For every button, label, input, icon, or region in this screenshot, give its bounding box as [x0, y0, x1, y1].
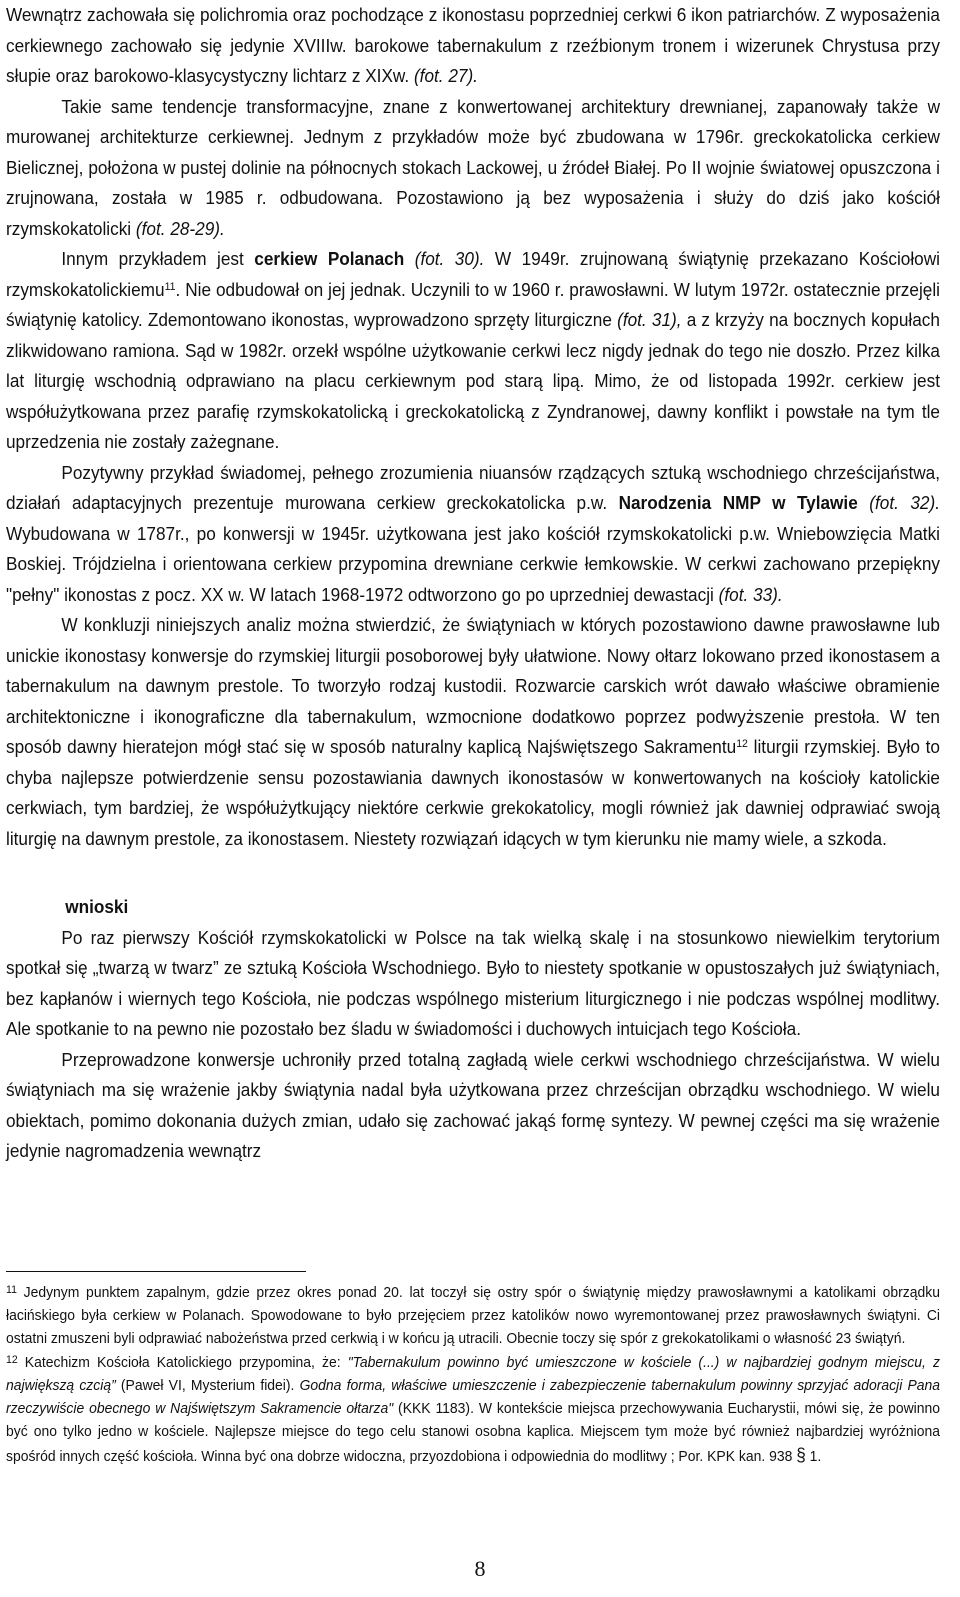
- paragraph: Takie same tendencje transformacyjne, znane z konwertowanej architektury drewnianej, zapanowały także w murowanej architekturze cerkiewnej. Jednym z przykładów może być zbudowana w 1796r. greckokatolicka cerkiew Bielicznej, położona w pustej dolinie na północnych stokach Lackowej, u źródeł Białej. Po II wojnie światowej opuszczona i zrujnowana, została w 1985 r. odbudowana. Pozostawiono ją bez wyposażenia i służy do dziś jako kościół rzymskokatolicki (fot. 28-29).: [6, 96, 940, 239]
- main-text: [6, 0, 940, 1167]
- document-page: [6, 0, 940, 1167]
- photo-reference: (fot. 27).: [413, 66, 478, 86]
- section-sign: §: [796, 1445, 806, 1466]
- church-name: cerkiew Polanach: [254, 249, 405, 269]
- photo-reference: (fot. 33).: [718, 584, 783, 605]
- section-heading: wnioski: [65, 897, 129, 917]
- footnote-ref: 12: [736, 738, 748, 750]
- footnote-11: $^{11}$ Jedynym punktem zapalnym, gdzie przez okres ponad 20. lat toczył się ostry spór o świątynię między prawosławnymi a katolikami obrządku łacińskiego była cerkiew w Polanach. Spowodowane to było przejęciem przez katolików nowo wyremontowanej przez prawosławnych świątyni. Ci ostatni zmuszeni byli odprawiać nabożeństwa przed cerkwią i w końcu ją utracili. Obecnie toczy się spór z grekokatolikami o własność 23 świątyń.: [6, 1284, 941, 1348]
- paragraph: Innym przykładem jest cerkiew Polanach (fot. 30). W 1949r. zrujnowaną świątynię przekazano Kościołowi rzymskokatolickiemu$^{11}$. Nie odbudował on jej jednak. Uczynili to w 1960 r. prawosławni. W lutym 1972r. ostatecznie przejęli świątynię katolicy. Zdemontowano ikonostas, wyprowadzono sprzęty liturgiczne (fot. 31), a z krzyży na bocznych kopułach zlikwidowano ramiona. Sąd w 1982r. orzekł wspólne użytkowanie cerkwi lecz nigdy jednak do tego nie doszło. Przez kilka lat liturgię wschodnią odprawiano na placu cerkiewnym pod starą lipą. Mimo, że od listopada 1992r. cerkiew jest współużytkowana przez parafię rzymskokatolicką i greckokatolicką z Zyndranowej, dawny konflikt i powstałe na tym tle uprzedzenia nie zostały zażegnane.: [6, 249, 940, 452]
- photo-reference: (fot. 30).: [414, 249, 485, 269]
- page-number: 8: [474, 1556, 486, 1581]
- church-name: Narodzenia NMP w Tylawie: [618, 493, 858, 513]
- paragraph: W konkluzji niniejszych analiz można stwierdzić, że świątyniach w których pozostawiono dawne prawosławne lub unickie ikonostasy konwersje do rzymskiej liturgii posoborowej były ułatwione. Nowy ołtarz lokowano przed ikonostasem a tabernakulum na dawnym prestole. To tworzyło rodzaj kustodii. Rozwarcie carskich wrót dawało właściwe obramienie architektoniczne i ikonograficzne dla tabernakulum, wzmocnione dodatkowo poprzez podwyższenie prestoła. W ten sposób dawny hieratejon mógł stać się w sposób naturalny kaplicą Najświętszego Sakramentu$^{12}$ liturgii rzymskiej. Było to chyba najlepsze potwierdzenie sensu pozostawiania dawnych ikonostasów w konwertowanych na kościoły katolickie cerkwiach, tym bardziej, że współużytkujący niektóre cerkwie grekokatolicy, mogli również jak dawniej odprawiać swoją liturgię na dawnym prestole, za ikonostasem. Niestety rozwiązań idących w tym kierunku nie mamy wiele, a szkoda.: [6, 615, 940, 849]
- photo-reference: (fot. 31),: [617, 310, 682, 330]
- footnotes: [6, 1282, 940, 1470]
- paragraph: Przeprowadzone konwersje uchroniły przed totalną zagładą wiele cerkwi wschodniego chrześcijaństwa. W wielu świątyniach ma się wrażenie jakby świątynia nadal była użytkowana przez chrześcijan obrządku wschodniego. W wielu obiektach, pomimo dokonania dużych zmian, udało się zachować jakąś formę syntezy. W pewnej części ma się wrażenie jedynie nagromadzenia wewnątrz: [6, 1049, 940, 1161]
- paragraph: Wewnątrz zachowała się polichromia oraz pochodzące z ikonostasu poprzedniej cerkwi 6 ikon patriarchów. Z wyposażenia cerkiewnego zachowało się jedynie XVIIIw. barokowe tabernakulum z rzeźbionym tronem i wizerunek Chrystusa przy słupie oraz barokowo-klasycystyczny lichtarz z XIXw. (fot. 27).: [6, 5, 940, 86]
- footnote-divider: [6, 1271, 306, 1272]
- photo-reference: (fot. 32).: [869, 493, 940, 513]
- footnote-ref: 11: [164, 280, 176, 293]
- footnote-12: $^{12}$ Katechizm Kościoła Katolickiego przypomina, że: "Tabernakulum powinno być umieszczone w kościele (...) w najbardziej godnym miejscu, z największą czcią” (Paweł VI, Mysterium fidei). Godna forma, właściwe umieszczenie i zabezpieczenie tabernakulum powinny sprzyjać adoracji Pana rzeczywiście obecnego w Najświętszym Sakramencie ołtarza" (KKK 1183). W kontekście miejsca przechowywania Eucharystii, mówi się, że powinno być ono tylko jedno w kościele. Najlepsze miejsce do tego celu stanowi osobna kaplica. Miejscem tym może być również najbardziej wyróżniona spośród innych część kościoła. Winna być ona dobrze widoczna, przyozdobiona i odpowiednia do modlitwy ; Por. KPK kan. 938 § 1.: [6, 1353, 941, 1466]
- photo-reference: (fot. 28-29).: [135, 218, 225, 239]
- paragraph: Pozytywny przykład świadomej, pełnego zrozumienia niuansów rządzących sztuką wschodniego chrześcijaństwa, działań adaptacyjnych prezentuje murowana cerkiew greckokatolicka p.w. Narodzenia NMP w Tylawie (fot. 32). Wybudowana w 1787r., po konwersji w 1945r. użytkowana jest jako kościół rzymskokatolicki p.w. Wniebowzięcia Matki Boskiej. Trójdzielna i orientowana cerkiew przypomina drewniane cerkwie łemkowskie. W cerkwi zachowano przepiękny "pełny" ikonostas z pocz. XX w. W latach 1968-1972 odtworzono go po uprzedniej dewastacji (fot. 33).: [6, 462, 940, 605]
- paragraph: Po raz pierwszy Kościół rzymskokatolicki w Polsce na tak wielką skalę i na stosunkowo niewielkim terytorium spotkał się „twarzą w twarz” ze sztuką Kościoła Wschodniego. Było to niestety spotkanie w opustoszałych już świątyniach, bez kapłanów i wiernych tego Kościoła, nie podczas wspólnego misterium liturgicznego i nie podczas wspólnej modlitwy. Ale spotkanie to na pewno nie pozostało bez śladu w świadomości i duchowych intuicjach tego Kościoła.: [6, 927, 940, 1039]
